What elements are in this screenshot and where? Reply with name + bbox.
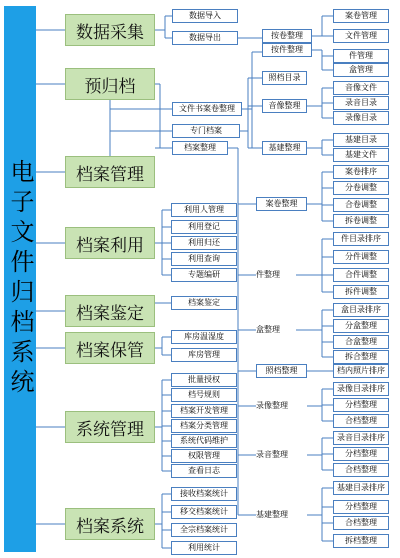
node-permission-management: 权限管理: [171, 449, 237, 463]
node-archive-appraisal: 档案鉴定: [65, 295, 155, 327]
node-transfer-stats: 移交档案统计: [171, 505, 237, 519]
node-video-catalog: 录像目录: [333, 111, 389, 125]
node-audio-catalog: 录音目录: [333, 96, 389, 110]
node-photo-sort: 档内照片排序: [333, 364, 389, 378]
node-fonds-stats: 全宗档案统计: [171, 523, 237, 537]
node-system-code-maintain: 系统代码维护: [171, 434, 237, 448]
node-construction-arrange: 基建整理: [262, 141, 307, 155]
node-infra-unpack: 拆档整理: [333, 534, 389, 548]
node-split-dossier: 分卷调整: [333, 181, 389, 195]
node-video-merge: 合档整理: [333, 414, 389, 428]
node-dossier-management: 案卷管理: [333, 9, 389, 23]
node-merge-dossier: 合卷调整: [333, 198, 389, 212]
node-unpack-piece: 拆件调整: [333, 285, 389, 299]
node-archive-management: 档案管理: [65, 156, 155, 188]
node-special-archive: 专门档案: [172, 124, 240, 138]
node-topic-compile: 专题编研: [171, 268, 237, 282]
node-photo-arrange: 照档整理: [256, 364, 307, 378]
node-system-management: 系统管理: [65, 411, 155, 443]
node-infra-arrange: 基建整理: [256, 510, 288, 519]
node-infra-split: 分档整理: [333, 500, 389, 514]
node-archive-number-rule: 档号规则: [171, 388, 237, 402]
node-construction-catalog: 基建目录: [333, 133, 389, 147]
node-use-query: 利用查询: [171, 252, 237, 266]
node-arrange-by-roll: 按卷整理: [262, 29, 312, 43]
node-archive-preservation: 档案保管: [65, 332, 155, 364]
node-merge-box: 合盒整理: [333, 335, 389, 349]
node-box-management: 盒管理: [333, 63, 389, 77]
node-dossier-sort: 案卷排序: [333, 165, 389, 179]
node-user-management: 利用人管理: [171, 203, 237, 217]
node-archive-use: 档案利用: [65, 227, 155, 259]
node-split-piece: 分件调整: [333, 250, 389, 264]
node-split-box: 分盒整理: [333, 319, 389, 333]
node-data-export: 数据导出: [172, 31, 238, 45]
node-use-register: 利用登记: [171, 220, 237, 234]
node-av-arrange: 音像整理: [262, 99, 307, 113]
node-appraisal-item: 档案鉴定: [171, 296, 237, 310]
node-unpack-box: 拆合整理: [333, 350, 389, 364]
node-archive-category-management: 档案分类管理: [171, 419, 237, 433]
node-video-arrange: 录像整理: [256, 401, 288, 410]
node-data-import: 数据导入: [172, 9, 238, 23]
node-file-management: 文件管理: [333, 29, 389, 43]
node-item-management: 件管理: [333, 49, 389, 63]
node-merge-piece: 合件调整: [333, 268, 389, 282]
node-piece-arrange: 件整理: [256, 270, 280, 279]
node-arrange-by-item: 按件整理: [262, 43, 312, 57]
node-audio-arrange: 录音整理: [256, 450, 288, 459]
node-box-sort: 盒目录排序: [333, 303, 389, 317]
node-video-sort: 录像目录排序: [333, 382, 389, 396]
node-archive-arrange: 档案整理: [172, 141, 228, 155]
node-file-dossier-arrange: 文件书案卷整理: [172, 102, 242, 116]
node-box-arrange: 盒整理: [256, 325, 280, 334]
node-audio-split: 分档整理: [333, 447, 389, 461]
node-audio-sort: 录音目录排序: [333, 431, 389, 445]
node-video-split: 分档整理: [333, 398, 389, 412]
node-unpack-dossier: 拆卷调整: [333, 214, 389, 228]
node-piece-sort: 件目录排序: [333, 232, 389, 246]
node-data-collection: 数据采集: [65, 14, 155, 46]
node-dossier-arrange: 案卷整理: [256, 197, 307, 211]
root-label: 电子文件归档系统: [6, 159, 34, 399]
node-pre-archive: 预归档: [65, 68, 155, 100]
node-archive-system: 档案系统: [65, 508, 155, 540]
node-photo-catalog: 照档目录: [262, 71, 307, 85]
node-use-return: 利用归还: [171, 236, 237, 250]
node-archive-dev-management: 档案开发管理: [171, 404, 237, 418]
node-infra-merge: 合档整理: [333, 516, 389, 530]
node-receive-stats: 接收档案统计: [171, 487, 237, 501]
node-storage-management: 库房管理: [171, 348, 237, 362]
node-use-stats: 利用统计: [171, 541, 237, 555]
node-audio-merge: 合档整理: [333, 463, 389, 477]
node-construction-file: 基建文件: [333, 148, 389, 162]
node-batch-authorize: 批量授权: [171, 373, 237, 387]
node-storage-humidity: 库房温湿度: [171, 330, 237, 344]
node-infra-sort: 基建目录排序: [333, 481, 389, 495]
node-view-log: 查看日志: [171, 464, 237, 478]
node-av-file: 音像文件: [333, 81, 389, 95]
root-node: [4, 6, 36, 552]
